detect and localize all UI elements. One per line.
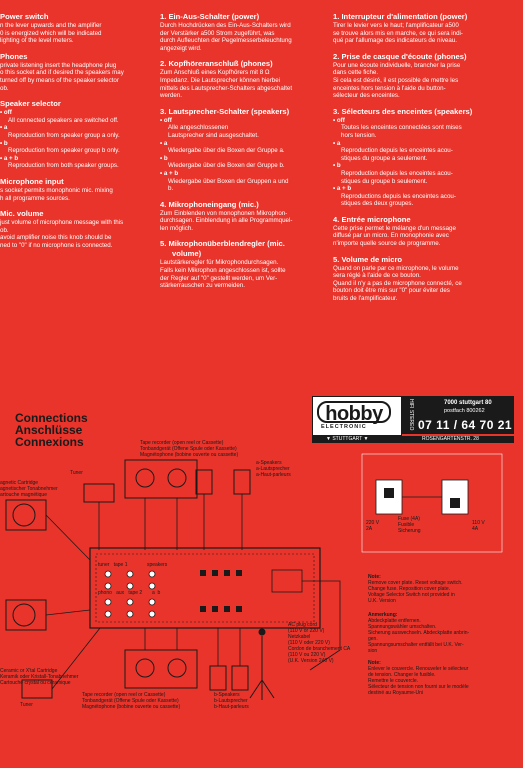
text-line: n'importe quelle source de programme. (333, 240, 441, 248)
label-speakers-a (256, 460, 291, 478)
panel-label: a (151, 590, 155, 596)
label-speakers-b (214, 692, 249, 710)
text-line: U.K. Version (368, 598, 396, 604)
text-line: Remettre le couvercle. (368, 678, 419, 684)
text-line: Fusible (398, 522, 415, 528)
text-line: b-Speakers (214, 692, 240, 698)
platter-icon (13, 504, 35, 526)
text-line: qué par l'allumage des indicateurs de niveau. (333, 37, 457, 45)
label-panel-bottom (98, 590, 160, 596)
text-line: (U.K. Version 240 V) (288, 658, 334, 664)
text-line: Zum Anschluß eines Kopfhörers mit 8 Ω (160, 69, 270, 77)
text-line: agnetic Cartridge (0, 480, 39, 486)
connection-diagram (0, 440, 523, 768)
text-line: agnetischer Tonabnehmer (0, 486, 58, 492)
text-line: a-Lautsprecher (256, 466, 290, 472)
text-line: Remove cover plate. Reset voltage switch. (368, 580, 463, 586)
text-line: Tonbandgerät (Offene Spule oder Kassette) (82, 698, 179, 704)
note-french (368, 660, 518, 696)
text-line: Cordon de branchement CA (288, 646, 351, 652)
text-line: (110 V or 220 V) (288, 628, 325, 634)
panel-label: b (157, 590, 161, 596)
option-label: • a + b (0, 154, 19, 162)
reel-icon (168, 469, 186, 487)
option-label: • a (0, 124, 8, 132)
text-line: dans cette fiche. (333, 69, 379, 77)
logo-subtitle: ELECTRONIC (321, 424, 367, 430)
label-ceramic-cartridge (0, 668, 78, 686)
amplifier-rear-panel (90, 548, 320, 628)
en-phones (0, 52, 150, 92)
option-desc: Reproduction from speaker group a only. (8, 131, 120, 139)
text-line: a-Haut-parleurs (256, 472, 291, 478)
text-line: Sicherung (398, 528, 421, 534)
option-desc: Wiedergabe über Boxen der Gruppen a und (168, 177, 289, 185)
ac-outlet (272, 570, 302, 592)
option-label: • b (333, 162, 341, 170)
text-line: der Regler auf "0" gestellt werden, um Ver- (160, 274, 278, 282)
option-label: • b (160, 154, 168, 162)
de-mic-volume-title: 5. Mikrophonüberblendregler (mic. (160, 239, 285, 249)
label-tape-bottom (82, 692, 180, 710)
logo-wordmark: hobby (317, 401, 391, 423)
dealer-strip-street: ROSENGARTENSTR. 28 (422, 436, 479, 442)
de-phones (160, 59, 320, 99)
text-line: enceintes hors tension à l'aide du button- (333, 84, 446, 92)
text-line: bouton doit être mis sur "0" pour éviter des (333, 287, 450, 295)
text-line: Quand il n'y a pas de microphone connecté, ce (333, 279, 462, 287)
text-line: durch Aufleuchten der Pegelmesserbeleuchtung (160, 37, 292, 45)
text-line: destiné au Royaume-Uni (368, 690, 424, 696)
tuner-top (84, 484, 114, 502)
text-line: 4A (472, 526, 479, 532)
en-power-switch-title: Power switch (0, 12, 49, 21)
label-magnetic-cartridge (0, 480, 58, 498)
text-line: Voltage Selector Switch not provided in (368, 592, 455, 598)
label-tuner-top: Tuner (70, 470, 83, 476)
label-tape-top (140, 440, 238, 458)
text-line: Magnétophone (bobine ouverte ou cassette) (140, 452, 239, 458)
text-line: avoid amplifier noise this knob should be (0, 234, 112, 242)
de-microphone-input-title: 4. Mikrophoneingang (mic.) (160, 199, 259, 209)
voltage-selector-right (442, 480, 468, 514)
fr-speaker-selector (333, 107, 513, 208)
option-desc: hors tension. (341, 131, 377, 139)
french-column (333, 12, 513, 310)
text-line: Spannungswähler umschalten. (368, 624, 437, 630)
panel-label: phono (98, 590, 112, 596)
note-german (368, 612, 518, 654)
speaker-a-left (196, 470, 212, 494)
panel-label: tape 1 (113, 562, 128, 568)
text-line: durchsagen. Einblendung in alle Programmquel- (160, 217, 293, 225)
text-line: Tape recorder (open reel or Cassette) (140, 440, 224, 446)
option-desc: Toutes les enceintes connectées sont mises (341, 124, 462, 132)
text-line: Keramik oder Kristall-Tonabnehmer (0, 674, 79, 680)
label-tuner-bottom: Tuner (20, 702, 33, 708)
en-speaker-selector-title: Speaker selector (0, 99, 61, 109)
panel-label: tuner (98, 562, 110, 568)
dealer-logo (312, 396, 402, 436)
text-line: Fuse (4A) (398, 516, 420, 522)
text-line: sion (368, 648, 378, 654)
speaker-b-left (210, 666, 226, 690)
text-line: gen. (368, 636, 378, 642)
microphone-stand-icon (250, 629, 274, 700)
dealer-strip-city: ▼ STUTTGART ▼ (326, 436, 369, 442)
text-line: 2A (366, 526, 373, 532)
text-line: ob. (0, 226, 9, 234)
text-line: bruits de l'amplificateur. (333, 295, 398, 303)
fr-power-switch (333, 12, 513, 45)
dealer-address (414, 396, 514, 434)
reel-icon (136, 469, 154, 487)
panel-label: aux (116, 590, 125, 596)
text-line: stärkerrauschen zu vermeiden. (160, 282, 245, 290)
text-line: Zum Einblenden von monophonen Mikrophon- (160, 209, 288, 217)
text-line: Lautstärkeregler für Mikrophondurchsagen. (160, 259, 279, 267)
text-line: 0 is energized which will be indicated (0, 29, 102, 37)
de-mic-volume-title-2: volume) (172, 249, 202, 259)
de-speaker-selector-title: 3. Lautsprecher-Schalter (speakers) (160, 106, 290, 116)
text-line: Durch Hochdrücken des Ein-Aus-Schalters wird (160, 22, 291, 29)
text-line: diffusé par un micro. En monophonie avec (333, 232, 449, 240)
en-phones-title: Phones (0, 51, 28, 61)
text-line: Si cela est désiré, il est possible de mettre les (333, 76, 459, 84)
option-desc: stiques du groupe a seulement. (341, 154, 428, 162)
de-power-switch (160, 12, 320, 52)
text-line: Cartouche crystal ou céramique (0, 680, 71, 686)
text-line: se trouve alors mis en marche, ce qui sera indi- (333, 29, 463, 37)
option-desc: Wiedergabe über die Boxen der Gruppe b. (168, 162, 285, 170)
fr-mic-volume-title: 5. Volume de micro (333, 254, 403, 264)
text-line: (110 V ou 220 V) (288, 652, 326, 658)
text-line: 220 V (366, 520, 380, 526)
label-ac-cord (288, 622, 350, 664)
english-column (0, 12, 150, 256)
text-line: Sélecteur de tension non fourni sur le modèle (368, 684, 469, 690)
option-desc: Reproductions depuis les enceintes acou- (341, 192, 456, 200)
fr-microphone-input-title: 4. Entrée microphone (333, 214, 411, 224)
text-line: turned off by means of the speaker selector (0, 76, 119, 84)
option-desc: Reproduction depuis les enceintes acou- (341, 147, 453, 155)
selector-knob (450, 498, 460, 508)
en-microphone-input (0, 177, 150, 202)
logo-side-text: HIFI STEREO (408, 399, 414, 431)
fr-power-switch-title: 1. Interrupteur d'alimentation (power) (333, 12, 468, 21)
option-desc: All connected speakers are switched off. (8, 116, 119, 124)
option-desc: Reproduction from both speaker groups. (8, 162, 119, 170)
text-line: angezeigt wird. (160, 44, 202, 52)
german-column (160, 12, 320, 297)
fr-microphone-input (333, 215, 513, 248)
dealer-pobox: postfach 800262 (444, 408, 485, 414)
option-desc: b. (168, 185, 174, 193)
text-line: Cette prise permet le mélange d'un message (333, 224, 456, 232)
text-line: Magnétophone (bobine ouverte ou cassette) (82, 704, 181, 710)
option-label: • a (160, 139, 168, 147)
text-line: b-Lautsprecher (214, 698, 248, 704)
label-panel-top (98, 562, 167, 568)
option-desc: stiques des deux groupes. (341, 200, 414, 208)
text-line: s socket permits monophonic mic. mixing (0, 186, 113, 194)
text-line: Tape recorder (open reel or Cassette) (82, 692, 166, 698)
fr-phones-title: 2. Prise de casque d'écoute (phones) (333, 51, 467, 61)
en-power-switch (0, 12, 150, 45)
text-line: o this socket and if desired the speakers may (0, 69, 124, 77)
text-line: Falls kein Mikrophon angeschlossen ist, sollte (160, 267, 286, 275)
label-fuse (398, 516, 421, 534)
text-line: Impedanz. Die Lautsprecher können hierbei (160, 76, 281, 84)
option-label: • b (0, 139, 8, 147)
speaker-terminals (200, 570, 242, 612)
text-line: mittels des Lautsprecher-Schalters abgeschaltet (160, 84, 293, 92)
en-microphone-input-title: Microphone input (0, 176, 64, 186)
text-line: artouche magnétique (0, 492, 47, 498)
text-line: b-Haut-parleurs (214, 704, 249, 710)
text-line: Spannungsumschalter entfällt bei U.K. Ver- (368, 642, 464, 648)
option-desc: Reproduction from speaker group b only. (8, 147, 120, 155)
selector-knob (384, 488, 394, 498)
option-desc: stiques du groupe b seulement. (341, 177, 428, 185)
option-desc: Alle angeschlossenen (168, 124, 229, 132)
text-line: ned to "0" if no microphone is connected. (0, 241, 113, 249)
text-line: Abdeckplatte entfernen. (368, 618, 421, 624)
label-110v (472, 520, 485, 532)
en-speaker-selector (0, 99, 150, 170)
connections-title-en: Connections (15, 411, 88, 425)
option-desc: Reproduction depuis les enceintes acou- (341, 169, 453, 177)
text-line: Ceramic or X'tal Cartridge (0, 668, 58, 674)
speaker-b-right (232, 666, 248, 690)
label-220v (366, 520, 379, 532)
text-line: n the lever upwards and the amplifier (0, 22, 102, 29)
en-mic-volume-title: Mic. volume (0, 209, 44, 219)
note-title: Note: (368, 574, 381, 580)
connections-title-fr: Connexions (15, 435, 84, 449)
de-speaker-selector (160, 107, 320, 193)
option-desc: Wiedergabe über die Boxen der Gruppe a. (168, 147, 285, 155)
text-line: Netzkabel (288, 634, 311, 640)
note-title: Anmerkung: (368, 612, 398, 618)
text-line: AC plug cord (288, 622, 317, 628)
text-line: lighting of the level meters. (0, 37, 74, 45)
text-line: de tension. Changer le fusible. (368, 672, 436, 678)
text-line: ob. (0, 84, 9, 92)
option-label: • a + b (333, 185, 352, 193)
de-phones-title: 2. Kopfhöreranschluß (phones) (160, 59, 273, 69)
en-mic-volume (0, 209, 150, 249)
de-microphone-input (160, 200, 320, 233)
dealer-phone: 07 11 / 64 70 21 (418, 418, 513, 432)
fr-mic-volume (333, 255, 513, 303)
text-line: len möglich. (160, 224, 194, 232)
option-label: • off (333, 116, 345, 124)
text-line: Sicherung auswechseln. Abdeckplatte anbrin- (368, 630, 470, 636)
text-line: Pour une écoute individuelle, brancher la prise (333, 61, 461, 69)
fr-speaker-selector-title: 3. Sélecteurs des enceintes (speakers) (333, 106, 473, 116)
platter-icon (13, 604, 35, 626)
text-line: Tonbandgerät (Offene Spule oder Kassette) (140, 446, 237, 452)
de-mic-volume (160, 239, 320, 289)
option-label: • a + b (160, 169, 179, 177)
reel-icon (168, 659, 186, 677)
text-line: private listening insert the headphone plug (0, 61, 117, 69)
text-line: a-Speakers (256, 460, 282, 466)
note-title: Note: (368, 660, 381, 666)
text-line: sélecteur des enceintes. (333, 92, 400, 100)
speaker-a-right (234, 470, 250, 494)
text-line: h all programme sources. (0, 194, 70, 202)
note-english (368, 574, 518, 604)
text-line: sera réglé à l'aide de ce bouton. (333, 272, 421, 280)
connections-title-de: Anschlüsse (15, 423, 83, 437)
text-line: der Verstärker a500 Strom zugeführt, was (160, 29, 275, 37)
panel-label: tape 2 (128, 590, 143, 596)
reel-icon (136, 659, 154, 677)
de-power-switch-title: 1. Ein-Aus-Schalter (power) (160, 12, 260, 21)
text-line: Quand on parle par ce microphone, le volume (333, 264, 459, 272)
logo-side-label (402, 396, 414, 434)
text-line: Change fuse. Reposition cover plate. (368, 586, 450, 592)
option-desc: Lautsprecher sind ausgeschaltet. (168, 131, 259, 139)
text-line: Tirer le levier vers le haut; l'amplificateur a500 (333, 22, 459, 29)
panel-label: speakers (146, 562, 168, 568)
text-line: Enlever le couvercle. Renouveler le sélecteur (368, 666, 469, 672)
text-line: just volume of microphone message with this (0, 219, 124, 227)
text-line: 110 V (472, 520, 485, 526)
option-label: • a (333, 139, 341, 147)
dealer-city: 7000 stuttgart 80 (444, 400, 492, 406)
text-line: werden. (160, 92, 183, 100)
option-label: • off (0, 109, 12, 117)
option-label: • off (160, 116, 172, 124)
text-line: (110 V oder 220 V) (288, 640, 330, 646)
fr-phones (333, 52, 513, 100)
